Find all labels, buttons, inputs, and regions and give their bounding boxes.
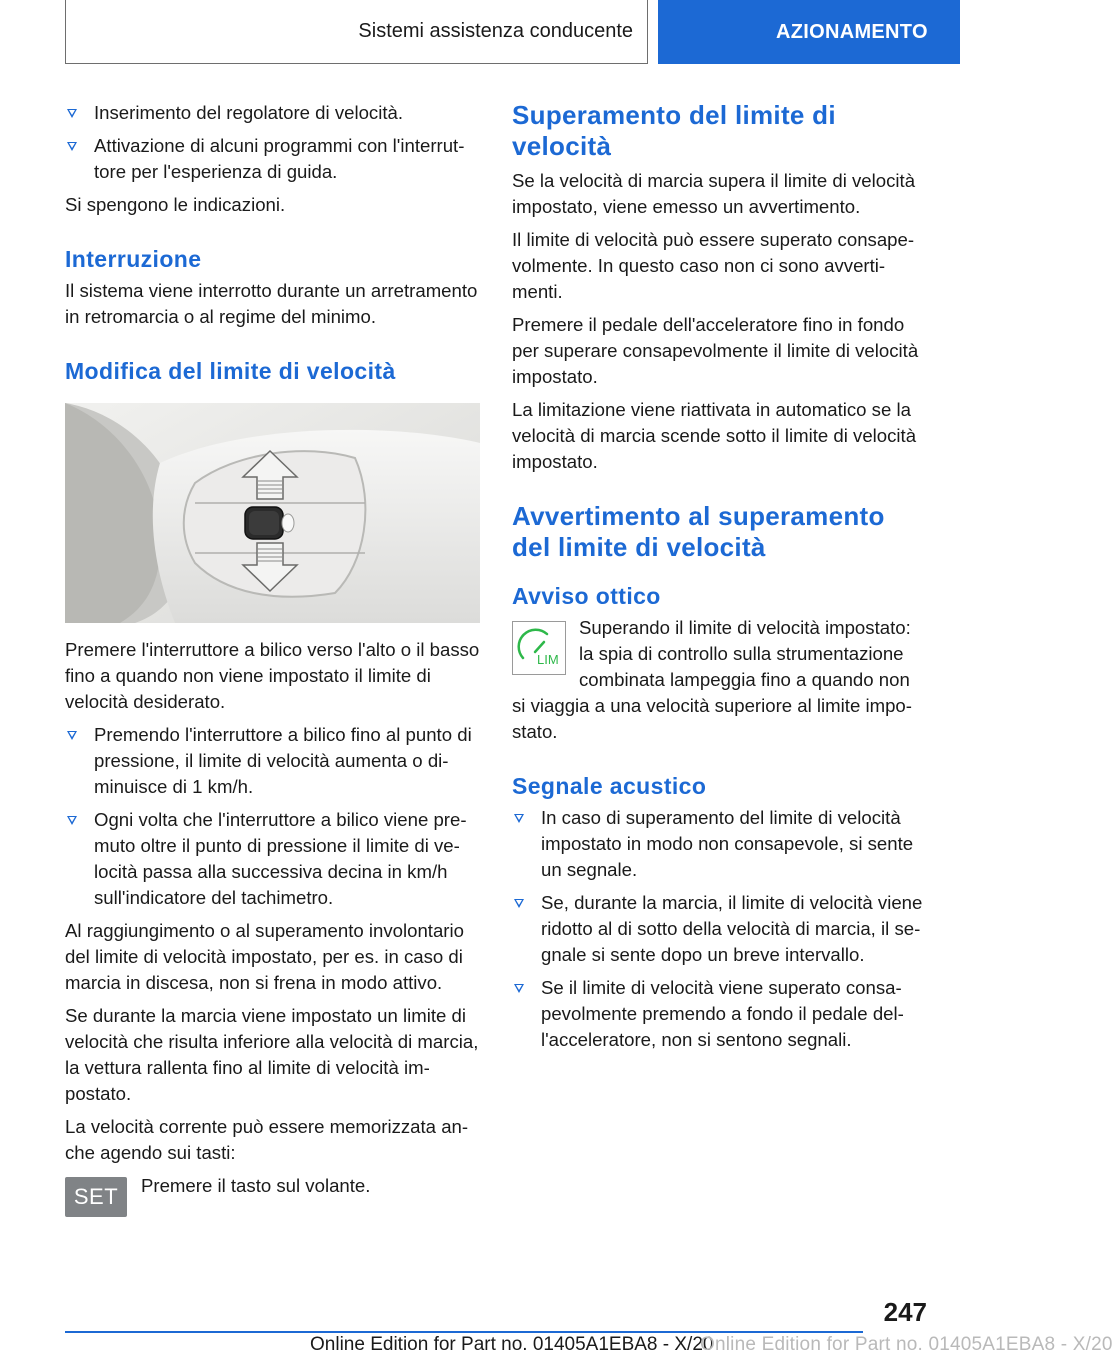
heading-interruption: Interruzione bbox=[65, 246, 202, 272]
list-item: Ogni volta che l'interruttore a bilico viene premuto oltre il punto di pressione il limite di velocità passa alla successiva decina in km/h sull'indicatore del tachimetro. bbox=[65, 807, 480, 911]
triangle-bullet-icon bbox=[514, 984, 524, 993]
lim-indicator-row bbox=[512, 615, 927, 693]
heading-exceed-limit: Superamento del limite di velocità bbox=[512, 100, 836, 161]
paragraph: Il limite di velocità può essere superato consapevolmente. In questo caso non ci sono avvertimenti. bbox=[512, 229, 915, 302]
triangle-bullet-icon bbox=[514, 899, 524, 908]
list-item: In caso di superamento del limite di velocità impostato in modo non consapevole, si sente un segnale. bbox=[512, 805, 927, 883]
triangle-bullet-icon bbox=[514, 814, 524, 823]
list-item: Inserimento del regolatore di velocità. bbox=[65, 100, 480, 126]
list-item: Se il limite di velocità viene superato consapevolmente premendo a fondo il pedale dell'acceleratore, non si sentono segnali. bbox=[512, 975, 927, 1053]
steering-wheel-illustration bbox=[65, 403, 480, 623]
online-edition-text: Online Edition for Part no. 01405A1EBA8 - X/20 bbox=[310, 1334, 714, 1355]
set-button-row bbox=[65, 1173, 480, 1217]
triangle-bullet-icon bbox=[67, 731, 77, 740]
lim-icon-label: LIM bbox=[537, 652, 559, 667]
paragraph: Se la velocità di marcia supera il limite di velocità impostato, viene emesso un avvertimento. bbox=[512, 170, 916, 217]
heading-limit-warning: Avvertimento al superamento del limite di velocità bbox=[512, 501, 885, 562]
paragraph: Premere l'interruttore a bilico verso l'alto o il basso fino a quando non viene impostato il limite di velocità desiderato. bbox=[65, 639, 480, 712]
paragraph: Superando il limite di velocità impostato: la spia di controllo sulla strumentazione combinata lampeggia fino a quando non bbox=[579, 617, 911, 690]
paragraph: Al raggiungimento o al superamento involontario del limite di velocità impostato, per es. in caso di marcia in discesa, non si frena in modo attivo. bbox=[65, 920, 464, 993]
heading-modify-limit: Modifica del limite di velocità bbox=[65, 358, 396, 384]
paragraph: Si spengono le indicazioni. bbox=[65, 194, 286, 215]
paragraph: si viaggia a una velocità superiore al limite impostato. bbox=[512, 695, 912, 742]
section-title: Sistemi assistenza conducente bbox=[358, 20, 633, 42]
paragraph: La limitazione viene riattivata in automatico se la velocità di marcia scende sotto il limite di velocità impostato. bbox=[512, 399, 917, 472]
page-number: 247 bbox=[883, 1297, 927, 1327]
lim-warning-light-icon bbox=[512, 621, 566, 675]
footer-divider bbox=[65, 1331, 863, 1333]
chapter-tab bbox=[658, 0, 960, 64]
watermark-text: Online Edition for Part no. 01405A1EBA8 - X/20 bbox=[700, 1334, 1113, 1355]
triangle-bullet-icon bbox=[67, 109, 77, 118]
list-item: Premendo l'interruttore a bilico fino al punto di pressione, il limite di velocità aumenta o diminuisce di 1 km/h. bbox=[65, 722, 480, 800]
heading-optical-warning: Avviso ottico bbox=[512, 583, 661, 609]
set-button-icon: SET bbox=[65, 1177, 127, 1217]
paragraph: Se durante la marcia viene impostato un limite di velocità che risulta inferiore alla velocità di marcia, la vettura rallenta fino al limite di velocità impostato. bbox=[65, 1005, 479, 1104]
list-item: Se, durante la marcia, il limite di velocità viene ridotto al di sotto della velocità di marcia, il segnale si sente dopo un breve intervallo. bbox=[512, 890, 927, 968]
triangle-bullet-icon bbox=[67, 816, 77, 825]
triangle-bullet-icon bbox=[67, 142, 77, 151]
heading-acoustic-signal: Segnale acustico bbox=[512, 773, 707, 799]
paragraph: La velocità corrente può essere memorizzata anche agendo sui tasti: bbox=[65, 1116, 469, 1163]
paragraph: Premere il tasto sul volante. bbox=[141, 1175, 371, 1196]
chapter-title: AZIONAMENTO bbox=[776, 20, 928, 43]
running-header-section bbox=[65, 0, 648, 64]
paragraph: Il sistema viene interrotto durante un arretramento in retromarcia o al regime del minimo. bbox=[65, 280, 478, 327]
list-item: Attivazione di alcuni programmi con l'interruttore per l'esperienza di guida. bbox=[65, 133, 480, 185]
left-column bbox=[65, 100, 480, 1217]
steering-wheel-rocker-switch-image bbox=[65, 403, 480, 623]
paragraph: Premere il pedale dell'acceleratore fino in fondo per superare consapevolmente il limite di velocità impostato. bbox=[512, 314, 919, 387]
speedometer-arc-icon bbox=[513, 622, 565, 674]
right-column bbox=[512, 100, 927, 1060]
